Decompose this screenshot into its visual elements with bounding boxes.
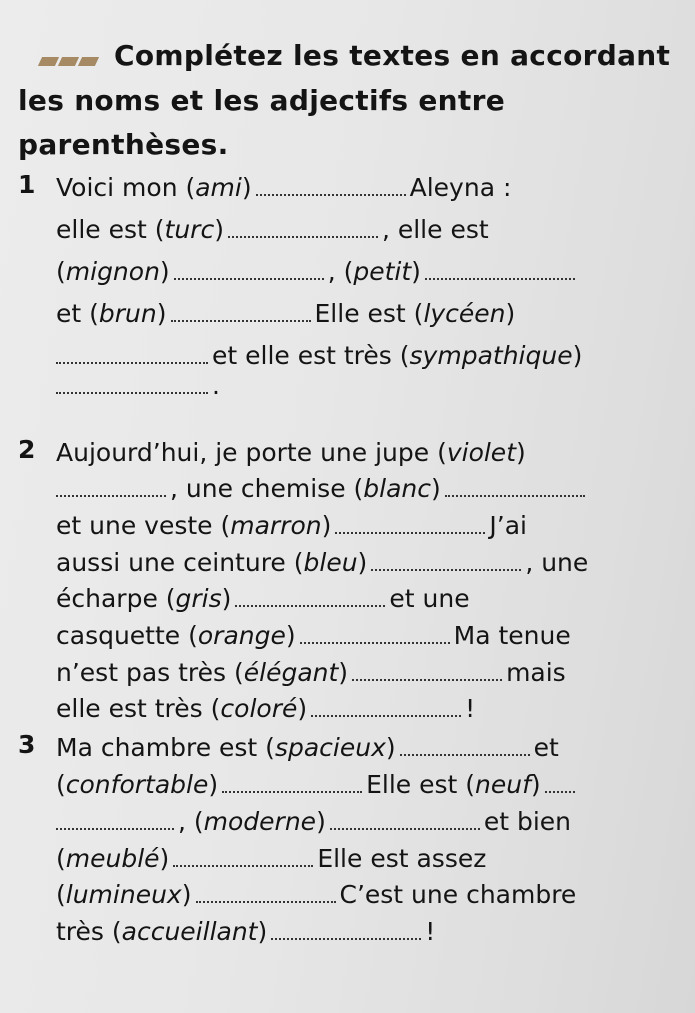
answer-blank[interactable] xyxy=(228,222,378,238)
exercise-line: (mignon) , (petit) xyxy=(56,254,579,290)
answer-blank[interactable] xyxy=(196,887,336,903)
exercise-marker-icon xyxy=(40,35,100,79)
exercise-line: , (moderne) et bien xyxy=(56,804,571,840)
exercise-line: . xyxy=(56,368,220,404)
exercise-line: (meublé) Elle est assez xyxy=(56,844,487,873)
instructions xyxy=(18,34,678,167)
answer-blank[interactable] xyxy=(545,777,575,793)
exercise-line: elle est (turc) , elle est xyxy=(56,215,489,244)
exercise-line: écharpe (gris) et une xyxy=(56,584,470,613)
exercise-number: 1 xyxy=(18,170,36,199)
answer-blank[interactable] xyxy=(371,555,521,571)
answer-blank[interactable] xyxy=(56,481,166,497)
answer-blank[interactable] xyxy=(222,777,362,793)
answer-blank[interactable] xyxy=(56,814,174,830)
answer-blank[interactable] xyxy=(56,348,208,364)
exercise-line: (lumineux) C’est une chambre xyxy=(56,880,577,909)
exercise-line: très (accueillant) ! xyxy=(56,917,436,946)
answer-blank[interactable] xyxy=(271,924,421,940)
answer-blank[interactable] xyxy=(256,180,406,196)
exercise-line: Voici mon (ami) Aleyna : xyxy=(56,173,512,202)
exercise-number: 3 xyxy=(18,730,36,759)
exercise-line: (confortable) Elle est (neuf) xyxy=(56,767,579,803)
exercise-line: casquette (orange) Ma tenue xyxy=(56,621,571,650)
answer-blank[interactable] xyxy=(352,665,502,681)
answer-blank[interactable] xyxy=(300,628,450,644)
exercise-line: Aujourd’hui, je porte une jupe (violet) xyxy=(56,438,526,467)
answer-blank[interactable] xyxy=(173,851,313,867)
answer-blank[interactable] xyxy=(56,378,208,394)
instruction-line-3: parenthèses. xyxy=(18,128,229,161)
exercise-line: , une chemise (blanc) xyxy=(56,471,589,507)
exercise-line: elle est très (coloré) ! xyxy=(56,694,476,723)
exercise-line: aussi une ceinture (bleu) , une xyxy=(56,548,589,577)
answer-blank[interactable] xyxy=(174,264,324,280)
answer-blank[interactable] xyxy=(445,481,585,497)
answer-blank[interactable] xyxy=(171,306,311,322)
answer-blank[interactable] xyxy=(425,264,575,280)
answer-blank[interactable] xyxy=(235,591,385,607)
exercise-line: n’est pas très (élégant) mais xyxy=(56,658,566,687)
exercise-line: et elle est très (sympathique) xyxy=(56,338,582,374)
answer-blank[interactable] xyxy=(330,814,480,830)
instruction-line-2: les noms et les adjectifs entre xyxy=(18,84,505,117)
exercise-line: et une veste (marron) J’ai xyxy=(56,511,527,540)
exercise-line: et (brun) Elle est (lycéen) xyxy=(56,299,516,328)
instruction-line-1: Complétez les textes en accordant xyxy=(114,39,671,72)
answer-blank[interactable] xyxy=(311,701,461,717)
exercise-number: 2 xyxy=(18,435,36,464)
answer-blank[interactable] xyxy=(335,518,485,534)
exercise-line: Ma chambre est (spacieux) et xyxy=(56,733,559,762)
answer-blank[interactable] xyxy=(400,740,530,756)
